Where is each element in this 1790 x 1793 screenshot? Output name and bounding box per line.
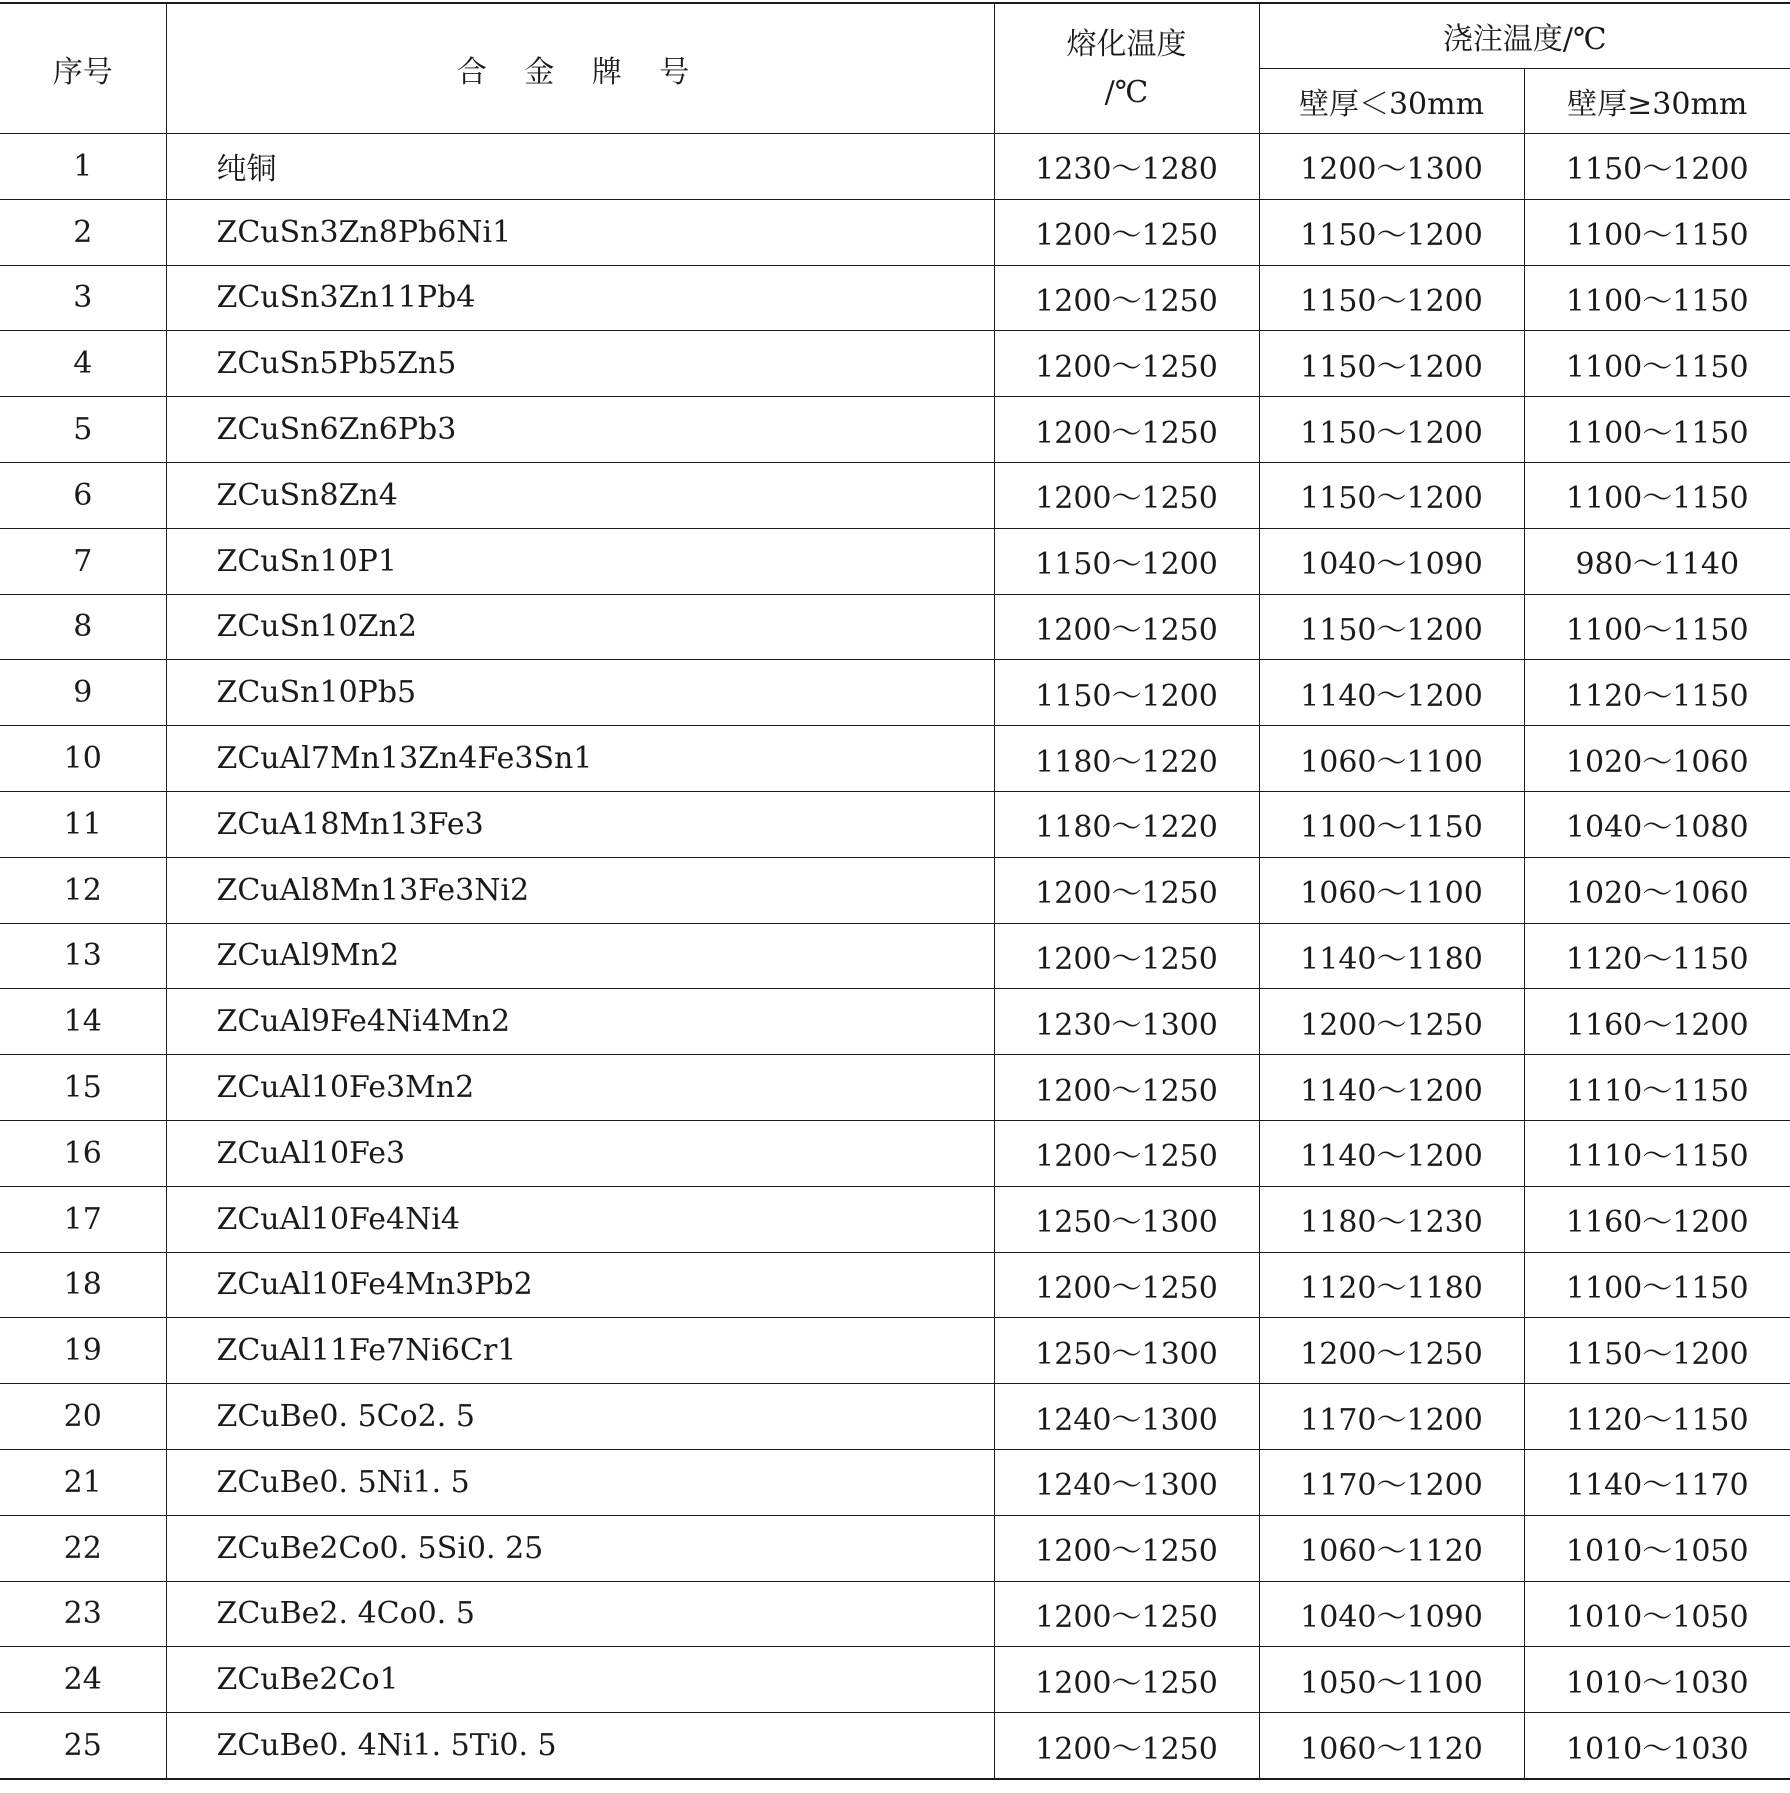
- cell-no: 24: [0, 1647, 166, 1713]
- cell-alloy: ZCuA18Mn13Fe3: [166, 791, 994, 857]
- cell-no: 11: [0, 791, 166, 857]
- cell-pour-thin: 1150～1200: [1259, 265, 1524, 331]
- cell-melt-temp: 1200～1250: [994, 1713, 1259, 1779]
- cell-alloy: ZCuBe2. 4Co0. 5: [166, 1581, 994, 1647]
- table-row: [0, 1647, 1790, 1713]
- table-row: [0, 199, 1790, 265]
- cell-no: 8: [0, 594, 166, 660]
- cell-no: 19: [0, 1318, 166, 1384]
- header-melt-line1: 熔化温度: [1066, 26, 1187, 62]
- cell-pour-thin: 1200～1300: [1259, 134, 1524, 200]
- cell-melt-temp: 1230～1280: [994, 134, 1259, 200]
- cell-no: 6: [0, 462, 166, 528]
- cell-melt-temp: 1200～1250: [994, 1055, 1259, 1121]
- cell-no: 2: [0, 199, 166, 265]
- table-row: [0, 1318, 1790, 1384]
- cell-alloy: ZCuSn6Zn6Pb3: [166, 397, 994, 463]
- cell-alloy: ZCuSn10P1: [166, 528, 994, 594]
- cell-alloy: ZCuAl10Fe4Mn3Pb2: [166, 1252, 994, 1318]
- cell-pour-thin: 1120～1180: [1259, 1252, 1524, 1318]
- cell-pour-thick: 1020～1060: [1524, 857, 1790, 923]
- cell-pour-thick: 1120～1150: [1524, 1384, 1790, 1450]
- cell-alloy: ZCuAl10Fe4Ni4: [166, 1186, 994, 1252]
- cell-alloy: ZCuSn8Zn4: [166, 462, 994, 528]
- cell-pour-thin: 1140～1200: [1259, 660, 1524, 726]
- cell-pour-thin: 1150～1200: [1259, 594, 1524, 660]
- cell-melt-temp: 1200～1250: [994, 923, 1259, 989]
- cell-pour-thick: 1010～1030: [1524, 1713, 1790, 1779]
- cell-no: 14: [0, 989, 166, 1055]
- cell-alloy: ZCuBe2Co0. 5Si0. 25: [166, 1515, 994, 1581]
- cell-pour-thick: 1100～1150: [1524, 199, 1790, 265]
- cell-alloy: ZCuBe0. 5Ni1. 5: [166, 1449, 994, 1515]
- cell-melt-temp: 1240～1300: [994, 1384, 1259, 1450]
- cell-no: 12: [0, 857, 166, 923]
- table-row: [0, 989, 1790, 1055]
- cell-pour-thick: 1010～1050: [1524, 1515, 1790, 1581]
- cell-pour-thick: 1150～1200: [1524, 134, 1790, 200]
- cell-no: 22: [0, 1515, 166, 1581]
- cell-melt-temp: 1250～1300: [994, 1318, 1259, 1384]
- cell-alloy: ZCuSn3Zn8Pb6Ni1: [166, 199, 994, 265]
- cell-pour-thick: 1120～1150: [1524, 923, 1790, 989]
- table-row: [0, 1713, 1790, 1779]
- header-pour-temp: 浇注温度/℃: [1259, 3, 1790, 69]
- cell-no: 21: [0, 1449, 166, 1515]
- cell-pour-thick: 1100～1150: [1524, 265, 1790, 331]
- cell-no: 18: [0, 1252, 166, 1318]
- cell-no: 13: [0, 923, 166, 989]
- cell-no: 4: [0, 331, 166, 397]
- cell-alloy: ZCuAl8Mn13Fe3Ni2: [166, 857, 994, 923]
- cell-alloy: ZCuBe0. 5Co2. 5: [166, 1384, 994, 1450]
- cell-melt-temp: 1200～1250: [994, 1120, 1259, 1186]
- cell-alloy: ZCuAl9Fe4Ni4Mn2: [166, 989, 994, 1055]
- header-pour-thin: 壁厚＜30mm: [1259, 69, 1524, 134]
- cell-alloy: ZCuBe2Co1: [166, 1647, 994, 1713]
- table-row: [0, 1449, 1790, 1515]
- table-body: [0, 134, 1790, 1779]
- cell-alloy: ZCuAl11Fe7Ni6Cr1: [166, 1318, 994, 1384]
- table-row: [0, 134, 1790, 200]
- cell-melt-temp: 1200～1250: [994, 1581, 1259, 1647]
- cell-pour-thin: 1170～1200: [1259, 1449, 1524, 1515]
- cell-no: 9: [0, 660, 166, 726]
- cell-no: 7: [0, 528, 166, 594]
- cell-melt-temp: 1200～1250: [994, 1647, 1259, 1713]
- cell-pour-thin: 1150～1200: [1259, 331, 1524, 397]
- cell-no: 5: [0, 397, 166, 463]
- cell-pour-thin: 1100～1150: [1259, 791, 1524, 857]
- cell-melt-temp: 1200～1250: [994, 265, 1259, 331]
- header-no: 序号: [0, 3, 166, 134]
- cell-pour-thick: 1160～1200: [1524, 1186, 1790, 1252]
- cell-alloy: ZCuSn5Pb5Zn5: [166, 331, 994, 397]
- table-row: [0, 1384, 1790, 1450]
- table-row: [0, 594, 1790, 660]
- table-row: [0, 791, 1790, 857]
- cell-pour-thin: 1040～1090: [1259, 1581, 1524, 1647]
- cell-melt-temp: 1250～1300: [994, 1186, 1259, 1252]
- cell-no: 3: [0, 265, 166, 331]
- cell-melt-temp: 1180～1220: [994, 726, 1259, 792]
- cell-pour-thick: 1020～1060: [1524, 726, 1790, 792]
- cell-no: 1: [0, 134, 166, 200]
- table-row: [0, 1252, 1790, 1318]
- cell-alloy: ZCuAl10Fe3: [166, 1120, 994, 1186]
- table-row: [0, 1055, 1790, 1121]
- cell-no: 17: [0, 1186, 166, 1252]
- cell-pour-thick: 1100～1150: [1524, 397, 1790, 463]
- cell-melt-temp: 1200～1250: [994, 199, 1259, 265]
- cell-pour-thin: 1180～1230: [1259, 1186, 1524, 1252]
- alloy-temperature-table: [0, 2, 1790, 1780]
- cell-pour-thin: 1060～1100: [1259, 857, 1524, 923]
- cell-alloy: ZCuSn10Pb5: [166, 660, 994, 726]
- header-alloy: 合 金 牌 号: [166, 3, 994, 134]
- cell-pour-thick: 1160～1200: [1524, 989, 1790, 1055]
- table-header: [0, 3, 1790, 134]
- table-row: [0, 660, 1790, 726]
- cell-pour-thick: 1100～1150: [1524, 1252, 1790, 1318]
- header-pour-thick: 壁厚≥30mm: [1524, 69, 1790, 134]
- table-row: [0, 528, 1790, 594]
- cell-no: 25: [0, 1713, 166, 1779]
- cell-pour-thin: 1150～1200: [1259, 462, 1524, 528]
- cell-no: 10: [0, 726, 166, 792]
- table-row: [0, 1581, 1790, 1647]
- cell-pour-thin: 1150～1200: [1259, 199, 1524, 265]
- table-row: [0, 1120, 1790, 1186]
- cell-alloy: ZCuAl7Mn13Zn4Fe3Sn1: [166, 726, 994, 792]
- cell-melt-temp: 1200～1250: [994, 857, 1259, 923]
- table-row: [0, 1186, 1790, 1252]
- cell-melt-temp: 1200～1250: [994, 462, 1259, 528]
- cell-melt-temp: 1200～1250: [994, 397, 1259, 463]
- cell-pour-thick: 1100～1150: [1524, 331, 1790, 397]
- cell-pour-thick: 1110～1150: [1524, 1055, 1790, 1121]
- cell-pour-thick: 1120～1150: [1524, 660, 1790, 726]
- cell-melt-temp: 1180～1220: [994, 791, 1259, 857]
- cell-melt-temp: 1200～1250: [994, 1252, 1259, 1318]
- cell-melt-temp: 1230～1300: [994, 989, 1259, 1055]
- cell-pour-thin: 1140～1200: [1259, 1120, 1524, 1186]
- cell-melt-temp: 1150～1200: [994, 528, 1259, 594]
- table-row: [0, 265, 1790, 331]
- cell-pour-thin: 1060～1100: [1259, 726, 1524, 792]
- table-row: [0, 331, 1790, 397]
- cell-no: 20: [0, 1384, 166, 1450]
- cell-no: 16: [0, 1120, 166, 1186]
- cell-pour-thick: 1100～1150: [1524, 462, 1790, 528]
- cell-pour-thin: 1040～1090: [1259, 528, 1524, 594]
- cell-pour-thick: 1150～1200: [1524, 1318, 1790, 1384]
- cell-no: 15: [0, 1055, 166, 1121]
- cell-pour-thick: 1140～1170: [1524, 1449, 1790, 1515]
- cell-pour-thin: 1140～1180: [1259, 923, 1524, 989]
- table-row: [0, 1515, 1790, 1581]
- table-row: [0, 857, 1790, 923]
- cell-alloy: 纯铜: [166, 134, 994, 200]
- cell-alloy: ZCuSn3Zn11Pb4: [166, 265, 994, 331]
- header-melt-line2: /℃: [1104, 74, 1149, 110]
- table-row: [0, 923, 1790, 989]
- cell-pour-thick: 980～1140: [1524, 528, 1790, 594]
- cell-alloy: ZCuSn10Zn2: [166, 594, 994, 660]
- cell-pour-thin: 1170～1200: [1259, 1384, 1524, 1450]
- table-row: [0, 397, 1790, 463]
- cell-pour-thick: 1040～1080: [1524, 791, 1790, 857]
- cell-pour-thin: 1200～1250: [1259, 1318, 1524, 1384]
- cell-alloy: ZCuBe0. 4Ni1. 5Ti0. 5: [166, 1713, 994, 1779]
- cell-pour-thick: 1100～1150: [1524, 594, 1790, 660]
- cell-melt-temp: 1200～1250: [994, 331, 1259, 397]
- table-row: [0, 462, 1790, 528]
- cell-melt-temp: 1200～1250: [994, 1515, 1259, 1581]
- cell-pour-thin: 1140～1200: [1259, 1055, 1524, 1121]
- cell-pour-thick: 1110～1150: [1524, 1120, 1790, 1186]
- header-melt-temp: [994, 3, 1259, 134]
- cell-pour-thin: 1060～1120: [1259, 1713, 1524, 1779]
- cell-pour-thin: 1050～1100: [1259, 1647, 1524, 1713]
- cell-no: 23: [0, 1581, 166, 1647]
- cell-alloy: ZCuAl9Mn2: [166, 923, 994, 989]
- cell-melt-temp: 1150～1200: [994, 660, 1259, 726]
- cell-melt-temp: 1240～1300: [994, 1449, 1259, 1515]
- cell-pour-thin: 1150～1200: [1259, 397, 1524, 463]
- cell-melt-temp: 1200～1250: [994, 594, 1259, 660]
- table-row: [0, 726, 1790, 792]
- cell-pour-thick: 1010～1030: [1524, 1647, 1790, 1713]
- cell-pour-thick: 1010～1050: [1524, 1581, 1790, 1647]
- cell-pour-thin: 1200～1250: [1259, 989, 1524, 1055]
- cell-alloy: ZCuAl10Fe3Mn2: [166, 1055, 994, 1121]
- cell-pour-thin: 1060～1120: [1259, 1515, 1524, 1581]
